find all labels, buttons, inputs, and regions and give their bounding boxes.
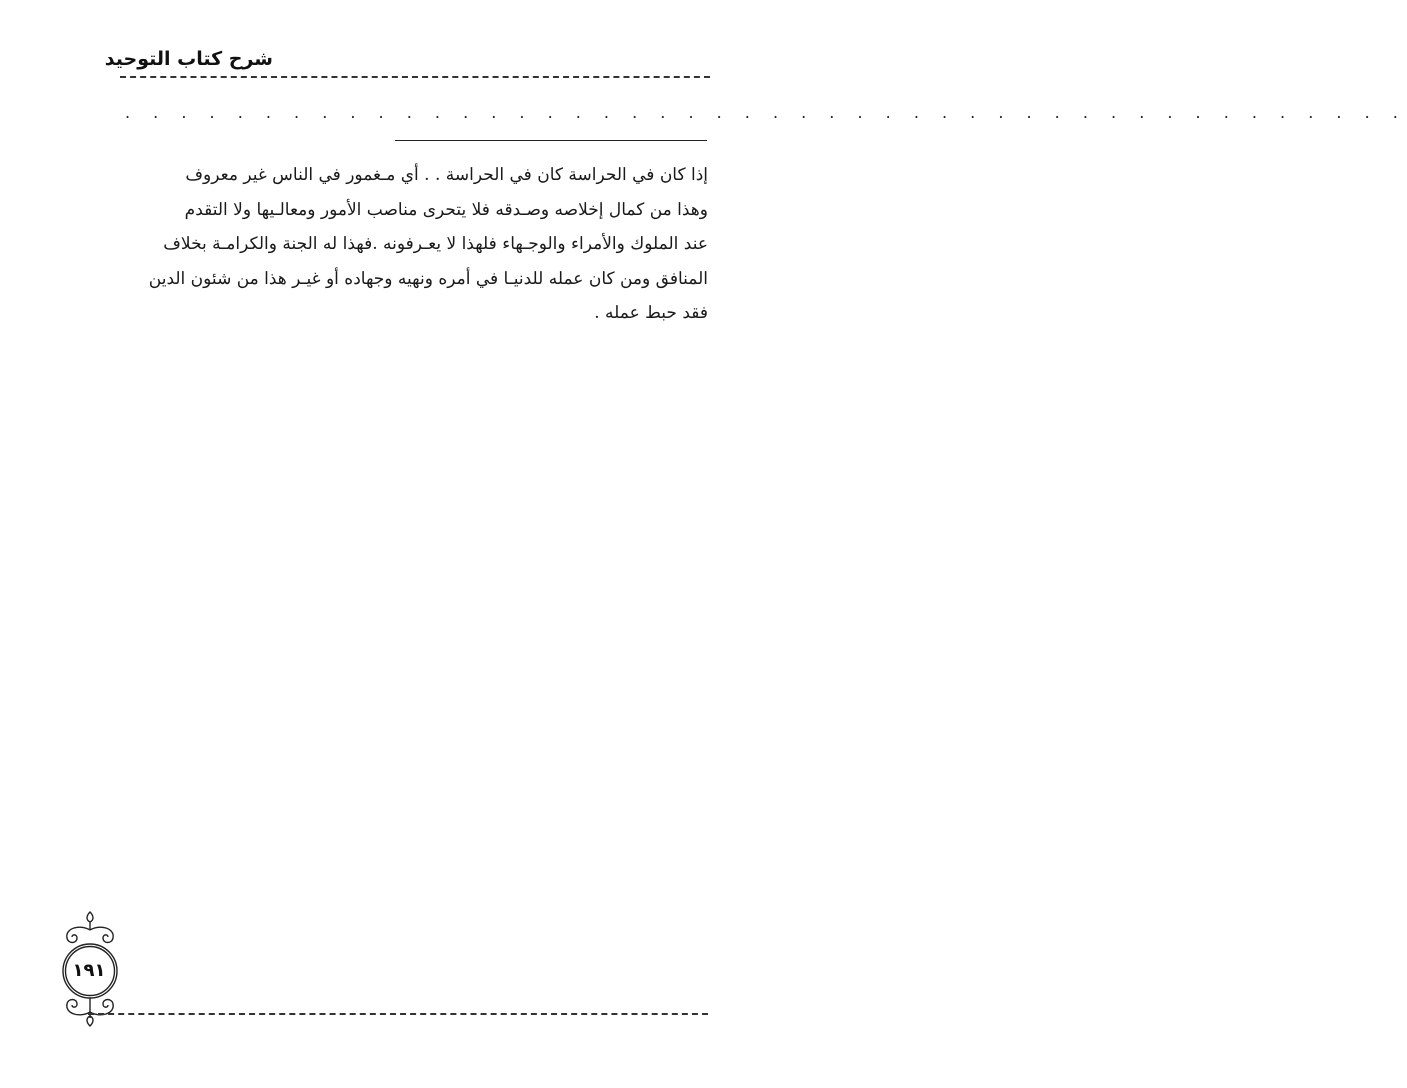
body-line: وهذا من كمال إخلاصه وصـدقه فلا يتحرى مناصب الأمور ومعالـيها ولا التقدم xyxy=(184,199,708,220)
page-number: ١٩١ xyxy=(72,960,106,981)
header-dashed-rule xyxy=(120,76,710,78)
running-head-title: شرح كتاب التوحيد xyxy=(104,48,273,70)
body-line: عند الملوك والأمراء والوجـهاء فلهذا لا يعـرفونه .فهذا له الجنة والكرامـة بخلاف xyxy=(163,234,708,254)
body-line: إذا كان في الحراسة كان في الحراسة . . أي مـغمور في الناس غير معروف xyxy=(185,165,708,185)
footnote-separator-rule xyxy=(395,140,707,141)
body-text xyxy=(122,158,708,331)
footer-dashed-rule xyxy=(88,1013,708,1015)
footnote-dots-line: . . . . . . . . . . . . . . . . . . . . . . . . . . . . . . . . . . . . . . . . . . . . . . xyxy=(125,103,1407,122)
body-line: فقد حبط عمله . xyxy=(594,303,708,323)
body-line: المنافق ومن كان عمله للدنيـا في أمره ونهيه وجهاده أو غيـر هذا من شئون الدين xyxy=(148,268,708,289)
